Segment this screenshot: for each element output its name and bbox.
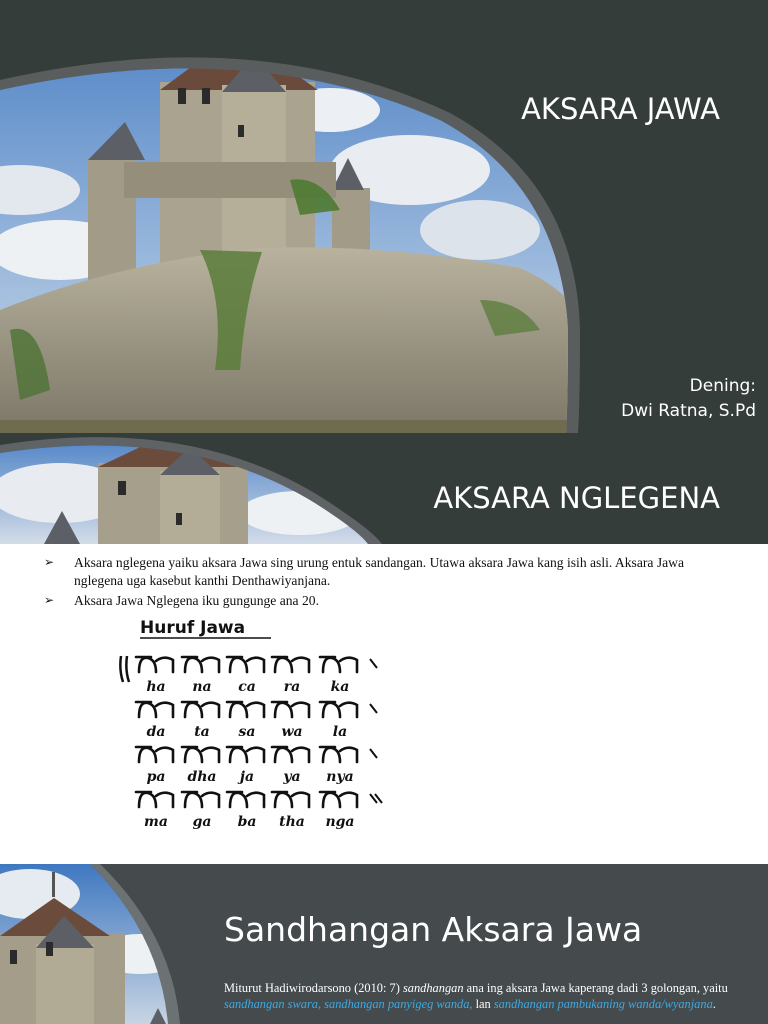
- list-item: [44, 592, 734, 610]
- aksara-glyph: [182, 747, 219, 762]
- bullet-text: Aksara Jawa Nglegena iku gungunge ana 20.: [74, 593, 319, 608]
- bullet-list: [44, 554, 734, 613]
- syllable-label: ja: [239, 769, 255, 785]
- aksara-glyph: [272, 747, 309, 762]
- syllable-label: pa: [146, 769, 166, 785]
- syllable-label: sa: [238, 724, 256, 740]
- pada-lingsa-mark: [370, 704, 377, 713]
- aksara-glyph: [320, 702, 357, 717]
- pada-lingsa-mark: [120, 656, 129, 682]
- aksara-glyph: [320, 657, 357, 672]
- term-sandhangan: sandhangan: [402, 981, 464, 995]
- aksara-glyph: [272, 792, 309, 807]
- arrow-bullet-icon: ➢: [44, 555, 55, 569]
- syllable-label: tha: [279, 814, 305, 830]
- slide-heading: Sandhangan Aksara Jawa: [224, 910, 643, 949]
- aksara-glyph: [227, 702, 264, 717]
- syllable-label: ha: [146, 679, 166, 695]
- syllable-label: na: [192, 679, 212, 695]
- syllable-label: da: [146, 724, 166, 740]
- syllable-label: ya: [283, 769, 301, 785]
- arrow-bullet-icon: ➢: [44, 593, 55, 607]
- aksara-glyph: [182, 792, 219, 807]
- syllable-label: ta: [194, 724, 210, 740]
- slide-title-heading: AKSARA JAWA: [521, 92, 720, 126]
- slide-title: [0, 0, 768, 433]
- term-pambukaning-link[interactable]: sandhangan pambukaning wanda/wyanjana: [493, 997, 713, 1011]
- slide-paragraph: [224, 980, 734, 1012]
- aksara-glyph: [272, 702, 309, 717]
- aksara-glyph: [136, 792, 173, 807]
- term-swara-panyigeg-link[interactable]: sandhangan swara, sandhangan panyigeg wanda,: [224, 997, 473, 1011]
- castle-photo: [0, 0, 768, 433]
- slide-aksara-nglegena: [0, 433, 768, 864]
- castle-photo-corner: [0, 864, 240, 1024]
- syllable-label: nya: [326, 769, 354, 785]
- pada-lingsa-mark: [370, 794, 382, 803]
- aksara-glyph: [136, 702, 173, 717]
- bullet-text: Aksara nglegena yaiku aksara Jawa sing urung entuk sandangan. Utawa aksara Jawa kang isih asli. Aksara Jawa nglegena uga kasebut kanthi Denthawiyanjana.: [74, 555, 685, 588]
- slide-sandhangan: [0, 864, 768, 1024]
- pada-lingsa-mark: [370, 659, 377, 668]
- pada-lingsa-mark: [370, 749, 377, 758]
- syllable-label: ka: [330, 679, 350, 695]
- syllable-label: ga: [192, 814, 212, 830]
- paragraph-text: lan: [472, 997, 494, 1011]
- syllable-label: dha: [187, 769, 217, 785]
- aksara-glyph: [320, 747, 357, 762]
- aksara-glyph: [182, 657, 219, 672]
- list-item: [44, 554, 734, 589]
- paragraph-text: ana ing aksara Jawa kaperang dadi 3 golongan, yaitu: [463, 981, 728, 995]
- aksara-glyph: [272, 657, 309, 672]
- syllable-label: ma: [144, 814, 168, 830]
- huruf-jawa-chart: [114, 618, 389, 838]
- paragraph-text: .: [712, 997, 716, 1011]
- aksara-glyph: [320, 792, 357, 807]
- aksara-glyph: [227, 747, 264, 762]
- author-label: Dening:: [689, 376, 756, 396]
- chart-title: Huruf Jawa: [140, 618, 246, 638]
- aksara-glyph: [227, 792, 264, 807]
- aksara-glyph: [136, 747, 173, 762]
- syllable-label: nga: [325, 814, 355, 830]
- slide-heading: AKSARA NGLEGENA: [433, 481, 720, 515]
- syllable-label: ca: [238, 679, 256, 695]
- syllable-label: ra: [283, 679, 301, 695]
- paragraph-text: Miturut Hadiwirodarsono (2010: 7): [224, 981, 403, 995]
- aksara-glyph: [227, 657, 264, 672]
- author-name: Dwi Ratna, S.Pd: [621, 401, 756, 421]
- syllable-label: ba: [237, 814, 257, 830]
- syllable-label: la: [332, 724, 348, 740]
- aksara-glyph: [182, 702, 219, 717]
- aksara-glyph: [136, 657, 173, 672]
- author-block: [621, 374, 756, 424]
- syllable-label: wa: [281, 724, 303, 740]
